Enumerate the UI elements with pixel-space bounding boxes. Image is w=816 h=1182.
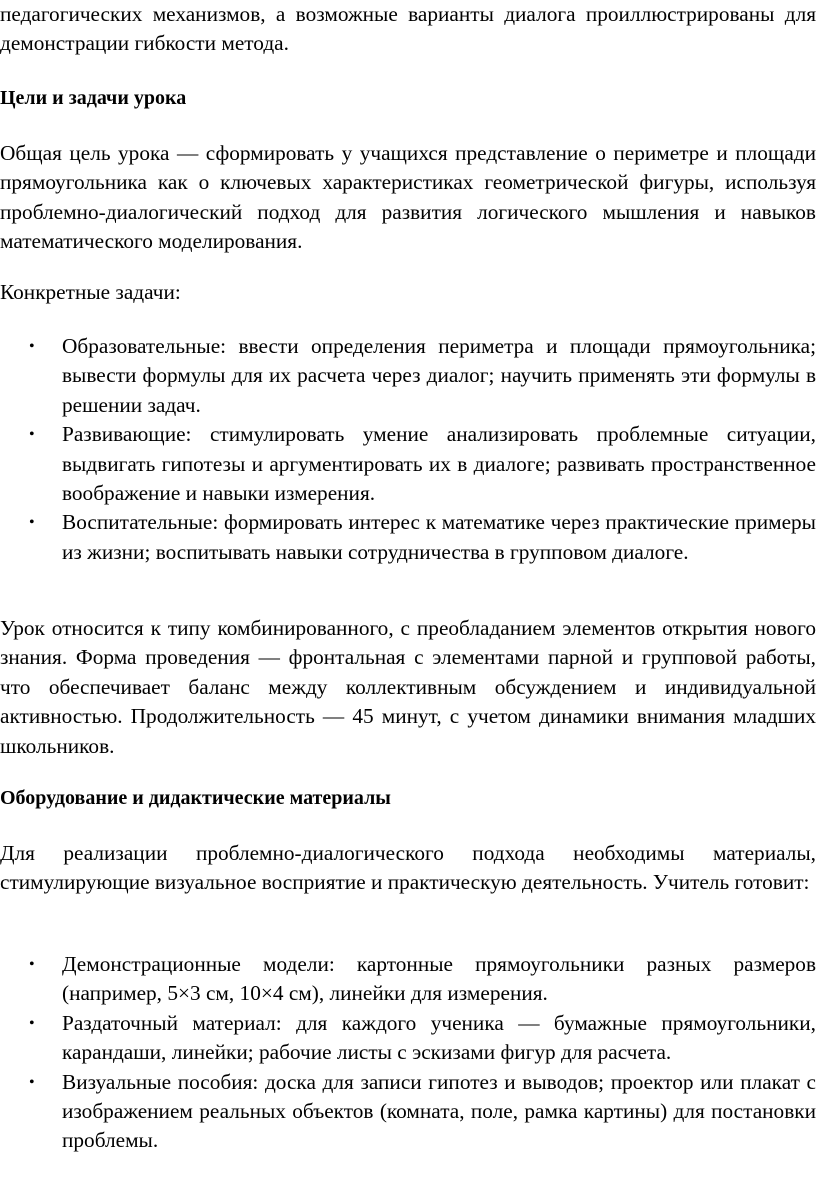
list-item: [0, 508, 816, 567]
task-developmental: Развивающие: стимулировать умение анализировать проблемные ситуации, выдвигать гипотезы и аргументировать их в диалоге; развивать пространственное воображение и навыки измерения.: [62, 422, 816, 506]
task-upbringing: Воспитательные: формировать интерес к математике через практические примеры из жизни; воспитывать навыки сотрудничества в групповом диалоге.: [62, 510, 816, 564]
lesson-type-paragraph: Урок относится к типу комбинированного, с преобладанием элементов открытия нового знания. Форма проведения — фронтальная с элементами парной и групповой работы, что обеспечивает баланс между коллективным обсуждением и индивидуальной активностью. Продолжительность — 45 минут, с учетом динамики внимания младших школьников.: [0, 616, 816, 758]
tasks-list: [0, 332, 816, 567]
bullet-icon: •: [29, 1073, 35, 1091]
equipment-list: [0, 950, 816, 1156]
bullet-icon: •: [29, 514, 35, 532]
equipment-demo-models: Демонстрационные модели: картонные прямоугольники разных размеров (например, 5×3 см, 10×4 см), линейки для измерения.: [62, 952, 816, 1006]
list-item: [0, 332, 816, 420]
equipment-intro-paragraph: Для реализации проблемно-диалогического подхода необходимы материалы, стимулирующие визуальное восприятие и практическую деятельность. Учитель готовит:: [0, 841, 816, 895]
section-heading-equipment: Оборудование и дидактические материалы: [0, 787, 391, 809]
list-item: [0, 1009, 816, 1068]
goal-paragraph: Общая цель урока — сформировать у учащихся представление о периметре и площади прямоугольника как о ключевых характеристиках геометрической фигуры, используя проблемно-диалогический подход для развития логического мышления и навыков математического моделирования.: [0, 141, 816, 254]
bullet-icon: •: [29, 426, 35, 444]
list-item: [0, 1068, 816, 1156]
bullet-icon: •: [29, 1014, 35, 1032]
list-item: [0, 950, 816, 1009]
section-heading-goals: Цели и задачи урока: [0, 87, 187, 109]
bullet-icon: •: [29, 956, 35, 973]
equipment-visual-aids: Визуальные пособия: доска для записи гипотез и выводов; проектор или плакат с изображением реальных объектов (комната, поле, рамка картины) для постановки проблемы.: [62, 1069, 816, 1153]
intro-tail-paragraph: педагогических механизмов, а возможные варианты диалога проиллюстрированы для демонстрации гибкости метода.: [0, 2, 816, 56]
list-item: [0, 420, 816, 508]
tasks-label: Конкретные задачи:: [0, 280, 181, 304]
task-educational: Образовательные: ввести определения периметра и площади прямоугольника; вывести формулы для их расчета через диалог; научить применять эти формулы в решении задач.: [62, 334, 816, 417]
equipment-handouts: Раздаточный материал: для каждого ученика — бумажные прямоугольники, карандаши, линейки; рабочие листы с эскизами фигур для расчета.: [62, 1010, 816, 1065]
bullet-icon: •: [29, 338, 35, 355]
